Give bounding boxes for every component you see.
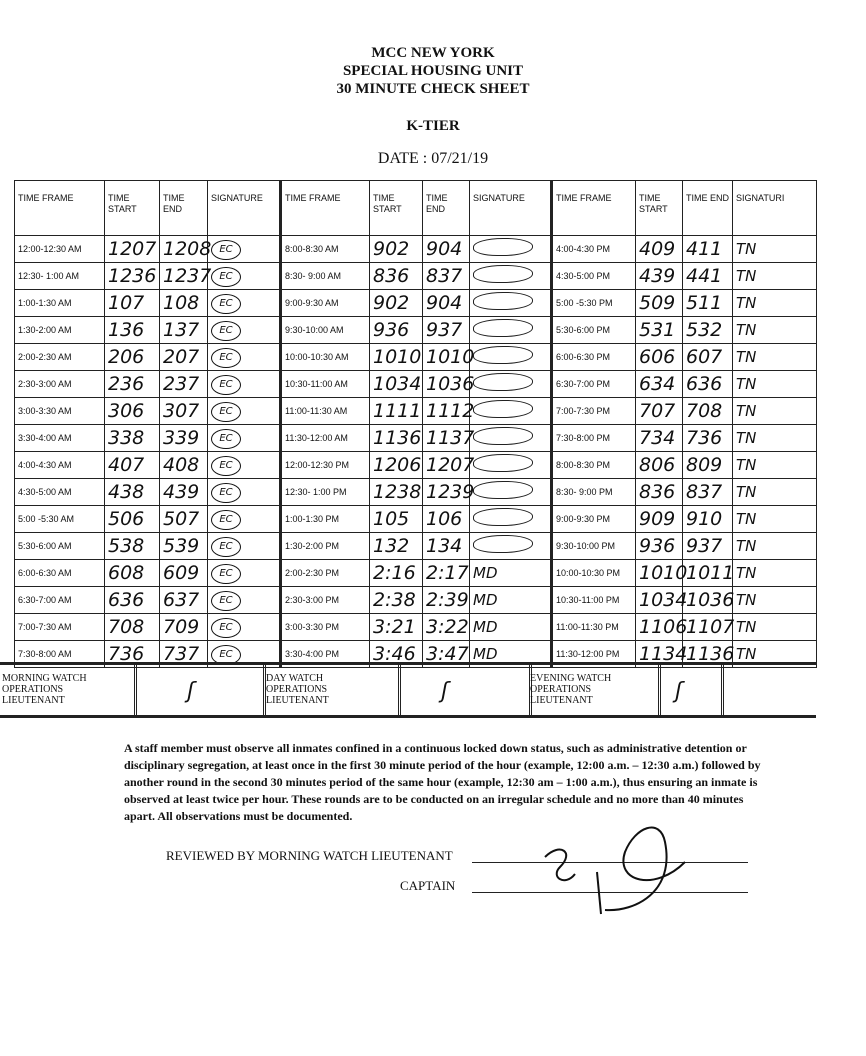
signature-cell[interactable] [470,263,552,290]
header-line: SPECIAL HOUSING UNIT [342,63,524,79]
time-frame-cell: 2:00-2:30 PM [281,560,370,587]
signature-cell[interactable] [470,236,552,263]
time-start-cell[interactable]: 338 [105,425,160,452]
time-start-cell[interactable]: 538 [105,533,160,560]
time-end-cell[interactable]: 937 [423,317,470,344]
time-frame-cell: 6:30-7:00 AM [15,587,105,614]
signature-cell[interactable] [470,398,552,425]
signature-initials: EC [211,267,241,287]
time-frame-cell: 5:00 -5:30 PM [552,290,636,317]
time-frame-cell: 1:30-2:00 AM [15,317,105,344]
table-row [15,290,817,317]
signature-initials: EC [211,294,241,314]
evening-watch-label: EVENING WATCH OPERATIONS LIEUTENANT [530,673,612,706]
time-start-cell[interactable]: 636 [105,587,160,614]
time-end-cell[interactable]: 709 [160,614,208,641]
signature-cell[interactable] [208,533,281,560]
time-end-cell[interactable]: 809 [683,452,733,479]
time-start-cell[interactable]: 1136 [370,425,423,452]
signature-cell[interactable] [208,425,281,452]
signature-scribble [473,265,533,283]
signature-scribble [473,292,533,310]
time-end-cell[interactable]: 910 [683,506,733,533]
signature-cell[interactable]: TN [733,236,817,263]
time-frame-cell: 6:00-6:30 AM [15,560,105,587]
signature-cell[interactable]: TN [733,560,817,587]
signature-initials: EC [211,240,241,260]
time-frame-cell: 8:30- 9:00 AM [281,263,370,290]
col-header: TIME END [160,181,208,236]
morning-watch-signature-box[interactable] [134,665,266,715]
signature-cell[interactable] [208,290,281,317]
time-start-cell[interactable]: 634 [636,371,683,398]
time-frame-cell: 10:00-10:30 PM [552,560,636,587]
time-end-cell[interactable]: 609 [160,560,208,587]
time-end-cell[interactable]: 2:17 [423,560,470,587]
signature-scribble [473,319,533,337]
signature-cell[interactable] [208,506,281,533]
signature-initials: EC [211,618,241,638]
signature-initials: EC [211,645,241,665]
signature-cell[interactable] [470,452,552,479]
signature-initials: EC [211,456,241,476]
time-frame-cell: 7:00-7:30 AM [15,614,105,641]
signature-scribble [473,400,533,418]
signature-initials: EC [211,591,241,611]
time-end-cell[interactable]: 307 [160,398,208,425]
time-end-cell[interactable]: 532 [683,317,733,344]
time-end-cell[interactable]: 1137 [423,425,470,452]
col-header: TIME END [683,181,733,236]
time-frame-cell: 3:30-4:00 AM [15,425,105,452]
table-row [15,317,817,344]
signature-cell[interactable] [470,317,552,344]
signature-initials: EC [211,402,241,422]
table-row [15,344,817,371]
signature-initials: EC [211,348,241,368]
time-frame-cell: 8:30- 9:00 PM [552,479,636,506]
time-end-cell[interactable]: 3:47 [423,641,470,668]
time-start-cell[interactable]: 2:38 [370,587,423,614]
time-end-cell[interactable]: 134 [423,533,470,560]
time-start-cell[interactable]: 1206 [370,452,423,479]
time-end-cell[interactable]: 737 [160,641,208,668]
time-start-cell[interactable]: 902 [370,290,423,317]
header-line: MCC NEW YORK [371,45,495,61]
day-watch-signature: ʃ [441,679,449,704]
time-start-cell[interactable]: 236 [105,371,160,398]
time-frame-cell: 3:00-3:30 PM [281,614,370,641]
time-start-cell[interactable]: 1207 [105,236,160,263]
time-start-cell[interactable]: 902 [370,236,423,263]
time-end-cell[interactable]: 2:39 [423,587,470,614]
time-frame-cell: 5:00 -5:30 AM [15,506,105,533]
time-end-cell[interactable]: 837 [683,479,733,506]
time-frame-cell: 10:30-11:00 PM [552,587,636,614]
time-frame-cell: 1:00-1:30 AM [15,290,105,317]
col-header: TIME FRAME [552,181,636,236]
time-frame-cell: 8:00-8:30 AM [281,236,370,263]
time-start-cell[interactable]: 1134 [636,641,683,668]
watch-signature-band [0,662,816,718]
table-row [15,236,817,263]
time-frame-cell: 11:00-11:30 PM [552,614,636,641]
time-frame-cell: 4:30-5:00 PM [552,263,636,290]
time-start-cell[interactable]: 132 [370,533,423,560]
signature-initials: EC [211,321,241,341]
time-end-cell[interactable]: 736 [683,425,733,452]
time-end-cell[interactable]: 3:22 [423,614,470,641]
time-end-cell[interactable]: 411 [683,236,733,263]
time-start-cell[interactable]: 806 [636,452,683,479]
signature-scribble [473,427,533,445]
reviewer-signature [505,812,725,922]
time-start-cell[interactable]: 509 [636,290,683,317]
time-end-cell[interactable]: 1107 [683,614,733,641]
time-frame-cell: 6:00-6:30 PM [552,344,636,371]
time-frame-cell: 3:30-4:00 PM [281,641,370,668]
time-end-cell[interactable]: 1036 [423,371,470,398]
time-frame-cell: 12:00-12:30 AM [15,236,105,263]
signature-initials: EC [211,537,241,557]
time-start-cell[interactable]: 2:16 [370,560,423,587]
time-frame-cell: 9:00-9:30 AM [281,290,370,317]
signature-cell[interactable] [208,398,281,425]
time-end-cell[interactable]: 1010 [423,344,470,371]
time-frame-cell: 4:30-5:00 AM [15,479,105,506]
check-sheet-table [14,180,817,668]
signature-cell[interactable]: TN [733,587,817,614]
time-end-cell[interactable]: 1011 [683,560,733,587]
signature-cell[interactable] [208,614,281,641]
time-end-cell[interactable]: 237 [160,371,208,398]
time-frame-cell: 5:30-6:00 AM [15,533,105,560]
signature-cell[interactable]: MD [470,560,552,587]
time-end-cell[interactable]: 539 [160,533,208,560]
time-start-cell[interactable]: 608 [105,560,160,587]
instructions-paragraph: A staff member must observe all inmates confined in a continuous locked down status, such as administrative detention or disciplinary segregation, at least once in the first 30 minute period of the hour (example, 12:00 a.m. – 12:30 a.m.) followed by another round in the second 30 minutes period of the same hour (example, 12:30 am – 1:00 a.m.), thus ensuring an inmate is observed at least twice per hour. These rounds are to be conducted on an irregular schedule and no more than 40 minutes apart. All observations must be documented. [124,741,761,823]
signature-cell[interactable] [208,236,281,263]
signature-scribble [473,454,533,472]
time-frame-cell: 11:00-11:30 AM [281,398,370,425]
table-row [15,371,817,398]
signature-scribble [473,346,533,364]
table-row [15,479,817,506]
signature-cell[interactable]: TN [733,290,817,317]
signature-initials: EC [211,564,241,584]
time-frame-cell: 1:30-2:00 PM [281,533,370,560]
time-frame-cell: 9:00-9:30 PM [552,506,636,533]
time-end-cell[interactable]: 937 [683,533,733,560]
time-frame-cell: 7:30-8:00 AM [15,641,105,668]
time-frame-cell: 12:30- 1:00 PM [281,479,370,506]
signature-cell[interactable] [470,533,552,560]
time-end-cell[interactable]: 511 [683,290,733,317]
time-frame-cell: 9:30-10:00 AM [281,317,370,344]
reviewed-by-label: REVIEWED BY MORNING WATCH LIEUTENANT [166,848,453,863]
signature-cell[interactable]: MD [470,587,552,614]
time-frame-cell: 6:30-7:00 PM [552,371,636,398]
signature-cell[interactable] [470,506,552,533]
signature-cell[interactable]: TN [733,506,817,533]
time-frame-cell: 5:30-6:00 PM [552,317,636,344]
time-frame-cell: 11:30-12:00 AM [281,425,370,452]
time-start-cell[interactable]: 1034 [370,371,423,398]
time-end-cell[interactable]: 439 [160,479,208,506]
time-end-cell[interactable]: 339 [160,425,208,452]
time-end-cell[interactable]: 1036 [683,587,733,614]
signature-cell[interactable] [470,371,552,398]
time-frame-cell: 7:00-7:30 PM [552,398,636,425]
time-end-cell[interactable]: 137 [160,317,208,344]
signature-cell[interactable] [208,263,281,290]
signature-initials: EC [211,483,241,503]
time-start-cell[interactable]: 506 [105,506,160,533]
time-start-cell[interactable]: 409 [636,236,683,263]
time-frame-cell: 2:30-3:00 PM [281,587,370,614]
time-frame-cell: 1:00-1:30 PM [281,506,370,533]
time-start-cell[interactable]: 1034 [636,587,683,614]
time-frame-cell: 12:00-12:30 PM [281,452,370,479]
signature-cell[interactable]: TN [733,371,817,398]
table-header-row [15,181,817,236]
time-frame-cell: 9:30-10:00 PM [552,533,636,560]
signature-cell[interactable]: TN [733,263,817,290]
time-frame-cell: 4:00-4:30 AM [15,452,105,479]
table-row [15,263,817,290]
time-start-cell[interactable]: 606 [636,344,683,371]
time-frame-cell: 12:30- 1:00 AM [15,263,105,290]
col-header: TIME FRAME [15,181,105,236]
time-start-cell[interactable]: 531 [636,317,683,344]
time-start-cell[interactable]: 105 [370,506,423,533]
signature-scribble [473,535,533,553]
time-start-cell[interactable]: 439 [636,263,683,290]
time-start-cell[interactable]: 107 [105,290,160,317]
table-row [15,560,817,587]
time-start-cell[interactable]: 734 [636,425,683,452]
table-row [15,614,817,641]
time-frame-cell: 4:00-4:30 PM [552,236,636,263]
col-header: TIME FRAME [281,181,370,236]
time-start-cell[interactable]: 736 [105,641,160,668]
time-start-cell[interactable]: 1106 [636,614,683,641]
time-end-cell[interactable]: 106 [423,506,470,533]
time-frame-cell: 7:30-8:00 PM [552,425,636,452]
signature-cell[interactable] [470,290,552,317]
time-start-cell[interactable]: 1111 [370,398,423,425]
time-start-cell[interactable]: 1238 [370,479,423,506]
time-end-cell[interactable]: 408 [160,452,208,479]
signature-cell[interactable]: TN [733,398,817,425]
form-header [0,44,866,98]
signature-scribble [473,373,533,391]
signature-cell[interactable]: TN [733,641,817,668]
time-end-cell[interactable]: 1208 [160,236,208,263]
time-end-cell[interactable]: 1207 [423,452,470,479]
time-end-cell[interactable]: 1239 [423,479,470,506]
time-start-cell[interactable]: 909 [636,506,683,533]
signature-scribble [473,481,533,499]
time-end-cell[interactable]: 1112 [423,398,470,425]
time-end-cell[interactable]: 904 [423,236,470,263]
time-start-cell[interactable]: 708 [105,614,160,641]
time-start-cell[interactable]: 306 [105,398,160,425]
signature-cell[interactable] [208,587,281,614]
day-watch-label: DAY WATCH OPERATIONS LIEUTENANT [266,673,329,706]
col-header: TIME START [636,181,683,236]
table-row [15,506,817,533]
col-header: SIGNATURE [208,181,281,236]
header-line: 30 MINUTE CHECK SHEET [336,81,530,97]
time-start-cell[interactable]: 936 [636,533,683,560]
signature-scribble [473,238,533,256]
time-frame-cell: 2:30-3:00 AM [15,371,105,398]
time-start-cell[interactable]: 136 [105,317,160,344]
time-end-cell[interactable]: 904 [423,290,470,317]
signature-cell[interactable]: TN [733,614,817,641]
time-frame-cell: 10:30-11:00 AM [281,371,370,398]
signature-cell[interactable] [208,344,281,371]
time-start-cell[interactable]: 836 [370,263,423,290]
signature-cell[interactable]: TN [733,533,817,560]
time-frame-cell: 2:00-2:30 AM [15,344,105,371]
table-row [15,425,817,452]
time-end-cell[interactable]: 441 [683,263,733,290]
signature-initials: EC [211,429,241,449]
time-start-cell[interactable]: 1010 [636,560,683,587]
time-end-cell[interactable]: 108 [160,290,208,317]
time-start-cell[interactable]: 206 [105,344,160,371]
signature-cell[interactable] [470,425,552,452]
col-header: SIGNATURI [733,181,817,236]
signature-cell[interactable] [470,344,552,371]
morning-watch-signature: ʃ [187,679,195,704]
time-start-cell[interactable]: 707 [636,398,683,425]
signature-cell[interactable]: TN [733,452,817,479]
time-frame-cell: 8:00-8:30 PM [552,452,636,479]
signature-scribble [473,508,533,526]
time-frame-cell: 10:00-10:30 AM [281,344,370,371]
time-frame-cell: 11:30-12:00 PM [552,641,636,668]
evening-watch-signature: ʃ [675,679,683,704]
signature-cell[interactable] [208,560,281,587]
col-header: SIGNATURE [470,181,552,236]
time-start-cell[interactable]: 3:46 [370,641,423,668]
time-end-cell[interactable]: 507 [160,506,208,533]
time-start-cell[interactable]: 438 [105,479,160,506]
morning-watch-label: MORNING WATCH OPERATIONS LIEUTENANT [2,673,87,706]
signature-cell[interactable]: MD [470,614,552,641]
signature-cell[interactable] [208,371,281,398]
signature-cell[interactable] [208,479,281,506]
time-start-cell[interactable]: 1010 [370,344,423,371]
time-end-cell[interactable]: 207 [160,344,208,371]
time-end-cell[interactable]: 636 [683,371,733,398]
signature-cell[interactable]: MD [470,641,552,668]
col-header: TIME START [105,181,160,236]
time-end-cell[interactable]: 637 [160,587,208,614]
evening-watch-signature-box[interactable] [658,665,724,715]
time-start-cell[interactable]: 407 [105,452,160,479]
signature-cell[interactable]: TN [733,317,817,344]
signature-cell[interactable]: TN [733,479,817,506]
date-label: DATE : 07/21/19 [377,150,489,167]
col-header: TIME END [423,181,470,236]
time-start-cell[interactable]: 3:21 [370,614,423,641]
time-start-cell[interactable]: 936 [370,317,423,344]
signature-initials: EC [211,375,241,395]
table-row [15,587,817,614]
time-frame-cell: 3:00-3:30 AM [15,398,105,425]
time-end-cell[interactable]: 708 [683,398,733,425]
time-start-cell[interactable]: 1236 [105,263,160,290]
time-end-cell[interactable]: 1237 [160,263,208,290]
table-row [15,398,817,425]
signature-initials: EC [211,510,241,530]
day-watch-signature-box[interactable] [398,665,532,715]
signature-cell[interactable] [470,479,552,506]
table-row [15,452,817,479]
table-row [15,533,817,560]
time-end-cell[interactable]: 607 [683,344,733,371]
time-start-cell[interactable]: 836 [636,479,683,506]
signature-cell[interactable] [208,452,281,479]
time-end-cell[interactable]: 837 [423,263,470,290]
tier-label: K-TIER [406,118,460,134]
captain-label: CAPTAIN [400,878,456,893]
time-end-cell[interactable]: 1136 [683,641,733,668]
signature-cell[interactable] [208,317,281,344]
signature-cell[interactable]: TN [733,425,817,452]
col-header: TIME START [370,181,423,236]
signature-cell[interactable]: TN [733,344,817,371]
